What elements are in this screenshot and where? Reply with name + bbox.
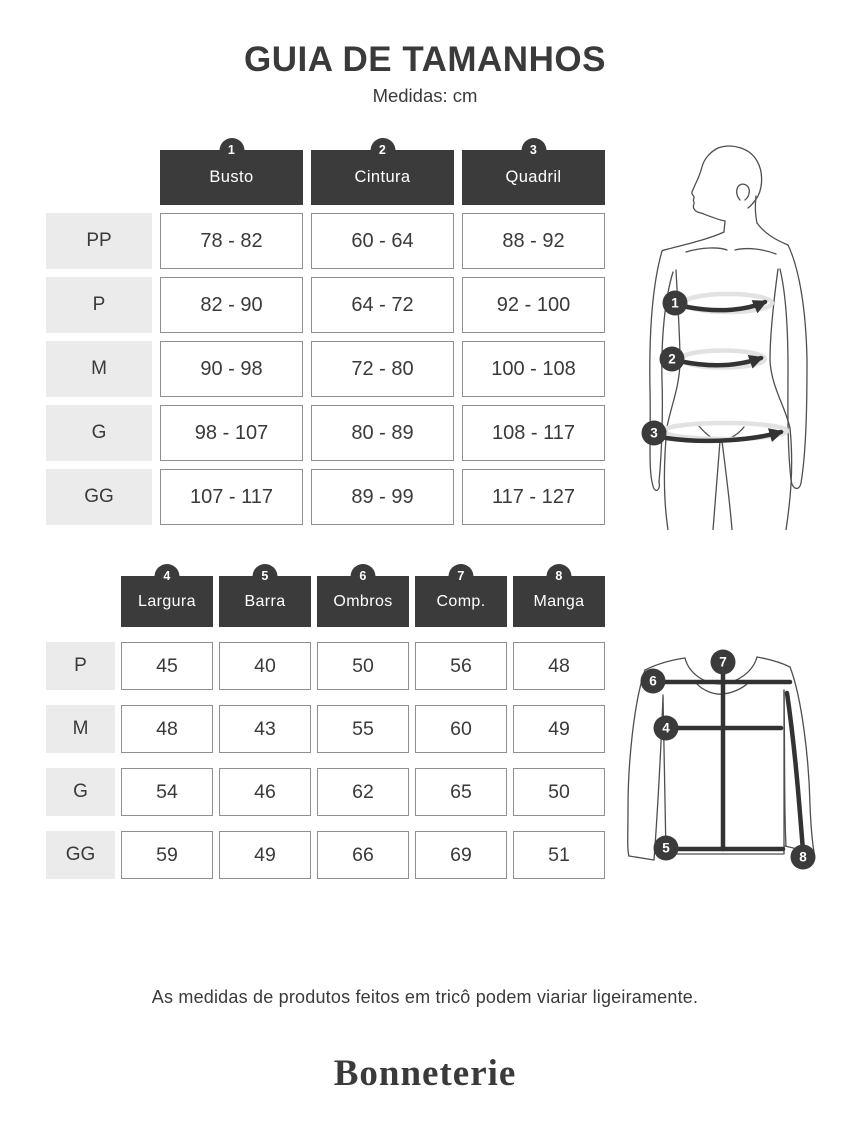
sleeve-line <box>787 693 803 851</box>
column-header-label: Cintura <box>354 168 411 186</box>
garment-measurement-diagram <box>615 640 845 906</box>
measure-number-badge: 1 <box>219 138 244 163</box>
brand-logo: Bonneterie <box>333 1053 517 1094</box>
size-row-label: GG <box>46 469 152 525</box>
size-row-label: PP <box>46 213 152 269</box>
measure-number-badge: 8 <box>547 564 572 589</box>
table-corner-spacer <box>46 150 152 205</box>
size-row-label: M <box>46 341 152 397</box>
measure-number-badge: 6 <box>351 564 376 589</box>
measurement-value-cell: 49 <box>219 831 311 879</box>
svg-text:5: 5 <box>662 840 670 856</box>
size-row-label: M <box>46 705 115 753</box>
collarbone-line <box>686 248 727 252</box>
measure-number-badge: 7 <box>449 564 474 589</box>
measurement-value-cell: 82 - 90 <box>160 277 303 333</box>
measurement-value-cell: 89 - 99 <box>311 469 454 525</box>
ear-line <box>737 184 750 200</box>
column-header <box>160 143 303 205</box>
waist-measure-marker <box>660 347 766 372</box>
female-figure-outline <box>650 146 807 530</box>
collarbone-line <box>735 249 776 254</box>
measurement-value-cell: 48 <box>121 705 213 753</box>
column-header-label: Comp. <box>436 592 486 610</box>
size-row-label: P <box>46 642 115 690</box>
measurement-value-cell: 100 - 108 <box>462 341 605 397</box>
measurement-value-cell: 69 <box>415 831 507 879</box>
measurement-value-cell: 72 - 80 <box>311 341 454 397</box>
column-header-label: Largura <box>138 592 196 610</box>
measurement-value-cell: 117 - 127 <box>462 469 605 525</box>
measure-number-badge: 5 <box>253 564 278 589</box>
measurement-value-cell: 60 <box>415 705 507 753</box>
note-text: As medidas de produtos feitos em tricô podem viariar ligeiramente. <box>151 987 699 1007</box>
measurement-value-cell: 40 <box>219 642 311 690</box>
measurement-value-cell: 60 - 64 <box>311 213 454 269</box>
measurement-value-cell: 45 <box>121 642 213 690</box>
measurement-value-cell: 98 - 107 <box>160 405 303 461</box>
garment-measurements-table <box>46 569 605 879</box>
column-header-label: Busto <box>209 168 254 186</box>
garment-width-marker <box>654 716 679 741</box>
column-header <box>219 569 311 627</box>
size-row-label: GG <box>46 831 115 879</box>
page-subtitle: Medidas: cm <box>372 85 478 106</box>
measure-number-badge: 3 <box>521 138 546 163</box>
page-title: GUIA DE TAMANHOS <box>244 40 606 79</box>
column-header <box>317 569 409 627</box>
svg-text:7: 7 <box>719 654 727 670</box>
svg-text:6: 6 <box>649 673 657 689</box>
hip-measure-marker <box>642 421 788 446</box>
column-header <box>513 569 605 627</box>
garment-sleeve-marker <box>791 845 816 870</box>
measurement-value-cell: 108 - 117 <box>462 405 605 461</box>
measurement-value-cell: 55 <box>317 705 409 753</box>
garment-hem-marker <box>654 836 679 861</box>
measurement-value-cell: 59 <box>121 831 213 879</box>
column-header <box>121 569 213 627</box>
measurement-value-cell: 88 - 92 <box>462 213 605 269</box>
measurement-value-cell: 80 - 89 <box>311 405 454 461</box>
svg-text:8: 8 <box>799 849 807 865</box>
measurement-value-cell: 65 <box>415 768 507 816</box>
column-header <box>415 569 507 627</box>
measurement-value-cell: 49 <box>513 705 605 753</box>
measurement-value-cell: 90 - 98 <box>160 341 303 397</box>
measurement-value-cell: 62 <box>317 768 409 816</box>
column-header <box>462 143 605 205</box>
measurement-value-cell: 54 <box>121 768 213 816</box>
body-measurement-diagram <box>635 138 847 530</box>
column-header-label: Quadril <box>505 168 562 186</box>
garment-measure-lines <box>653 664 803 851</box>
size-row-label: P <box>46 277 152 333</box>
column-header <box>311 143 454 205</box>
measure-number-badge: 4 <box>155 564 180 589</box>
measurement-value-cell: 66 <box>317 831 409 879</box>
column-header-label: Manga <box>533 592 585 610</box>
svg-text:1: 1 <box>671 295 679 311</box>
size-row-label: G <box>46 405 152 461</box>
column-header-label: Barra <box>244 592 286 610</box>
svg-text:2: 2 <box>668 351 676 367</box>
measurement-value-cell: 92 - 100 <box>462 277 605 333</box>
measurement-value-cell: 46 <box>219 768 311 816</box>
measurement-value-cell: 107 - 117 <box>160 469 303 525</box>
svg-text:4: 4 <box>662 720 670 736</box>
measurement-value-cell: 56 <box>415 642 507 690</box>
measurement-value-cell: 50 <box>317 642 409 690</box>
garment-shoulders-marker <box>641 669 666 694</box>
measurement-value-cell: 43 <box>219 705 311 753</box>
measurement-value-cell: 51 <box>513 831 605 879</box>
measurement-value-cell: 64 - 72 <box>311 277 454 333</box>
measurement-value-cell: 48 <box>513 642 605 690</box>
svg-text:3: 3 <box>650 425 658 441</box>
body-measurements-table <box>46 143 605 525</box>
table-corner-spacer <box>46 576 115 627</box>
garment-length-marker <box>711 650 736 675</box>
measurement-value-cell: 78 - 82 <box>160 213 303 269</box>
measure-number-badge: 2 <box>370 138 395 163</box>
measurement-value-cell: 50 <box>513 768 605 816</box>
column-header-label: Ombros <box>333 592 393 610</box>
size-row-label: G <box>46 768 115 816</box>
bust-measure-marker <box>663 291 773 316</box>
